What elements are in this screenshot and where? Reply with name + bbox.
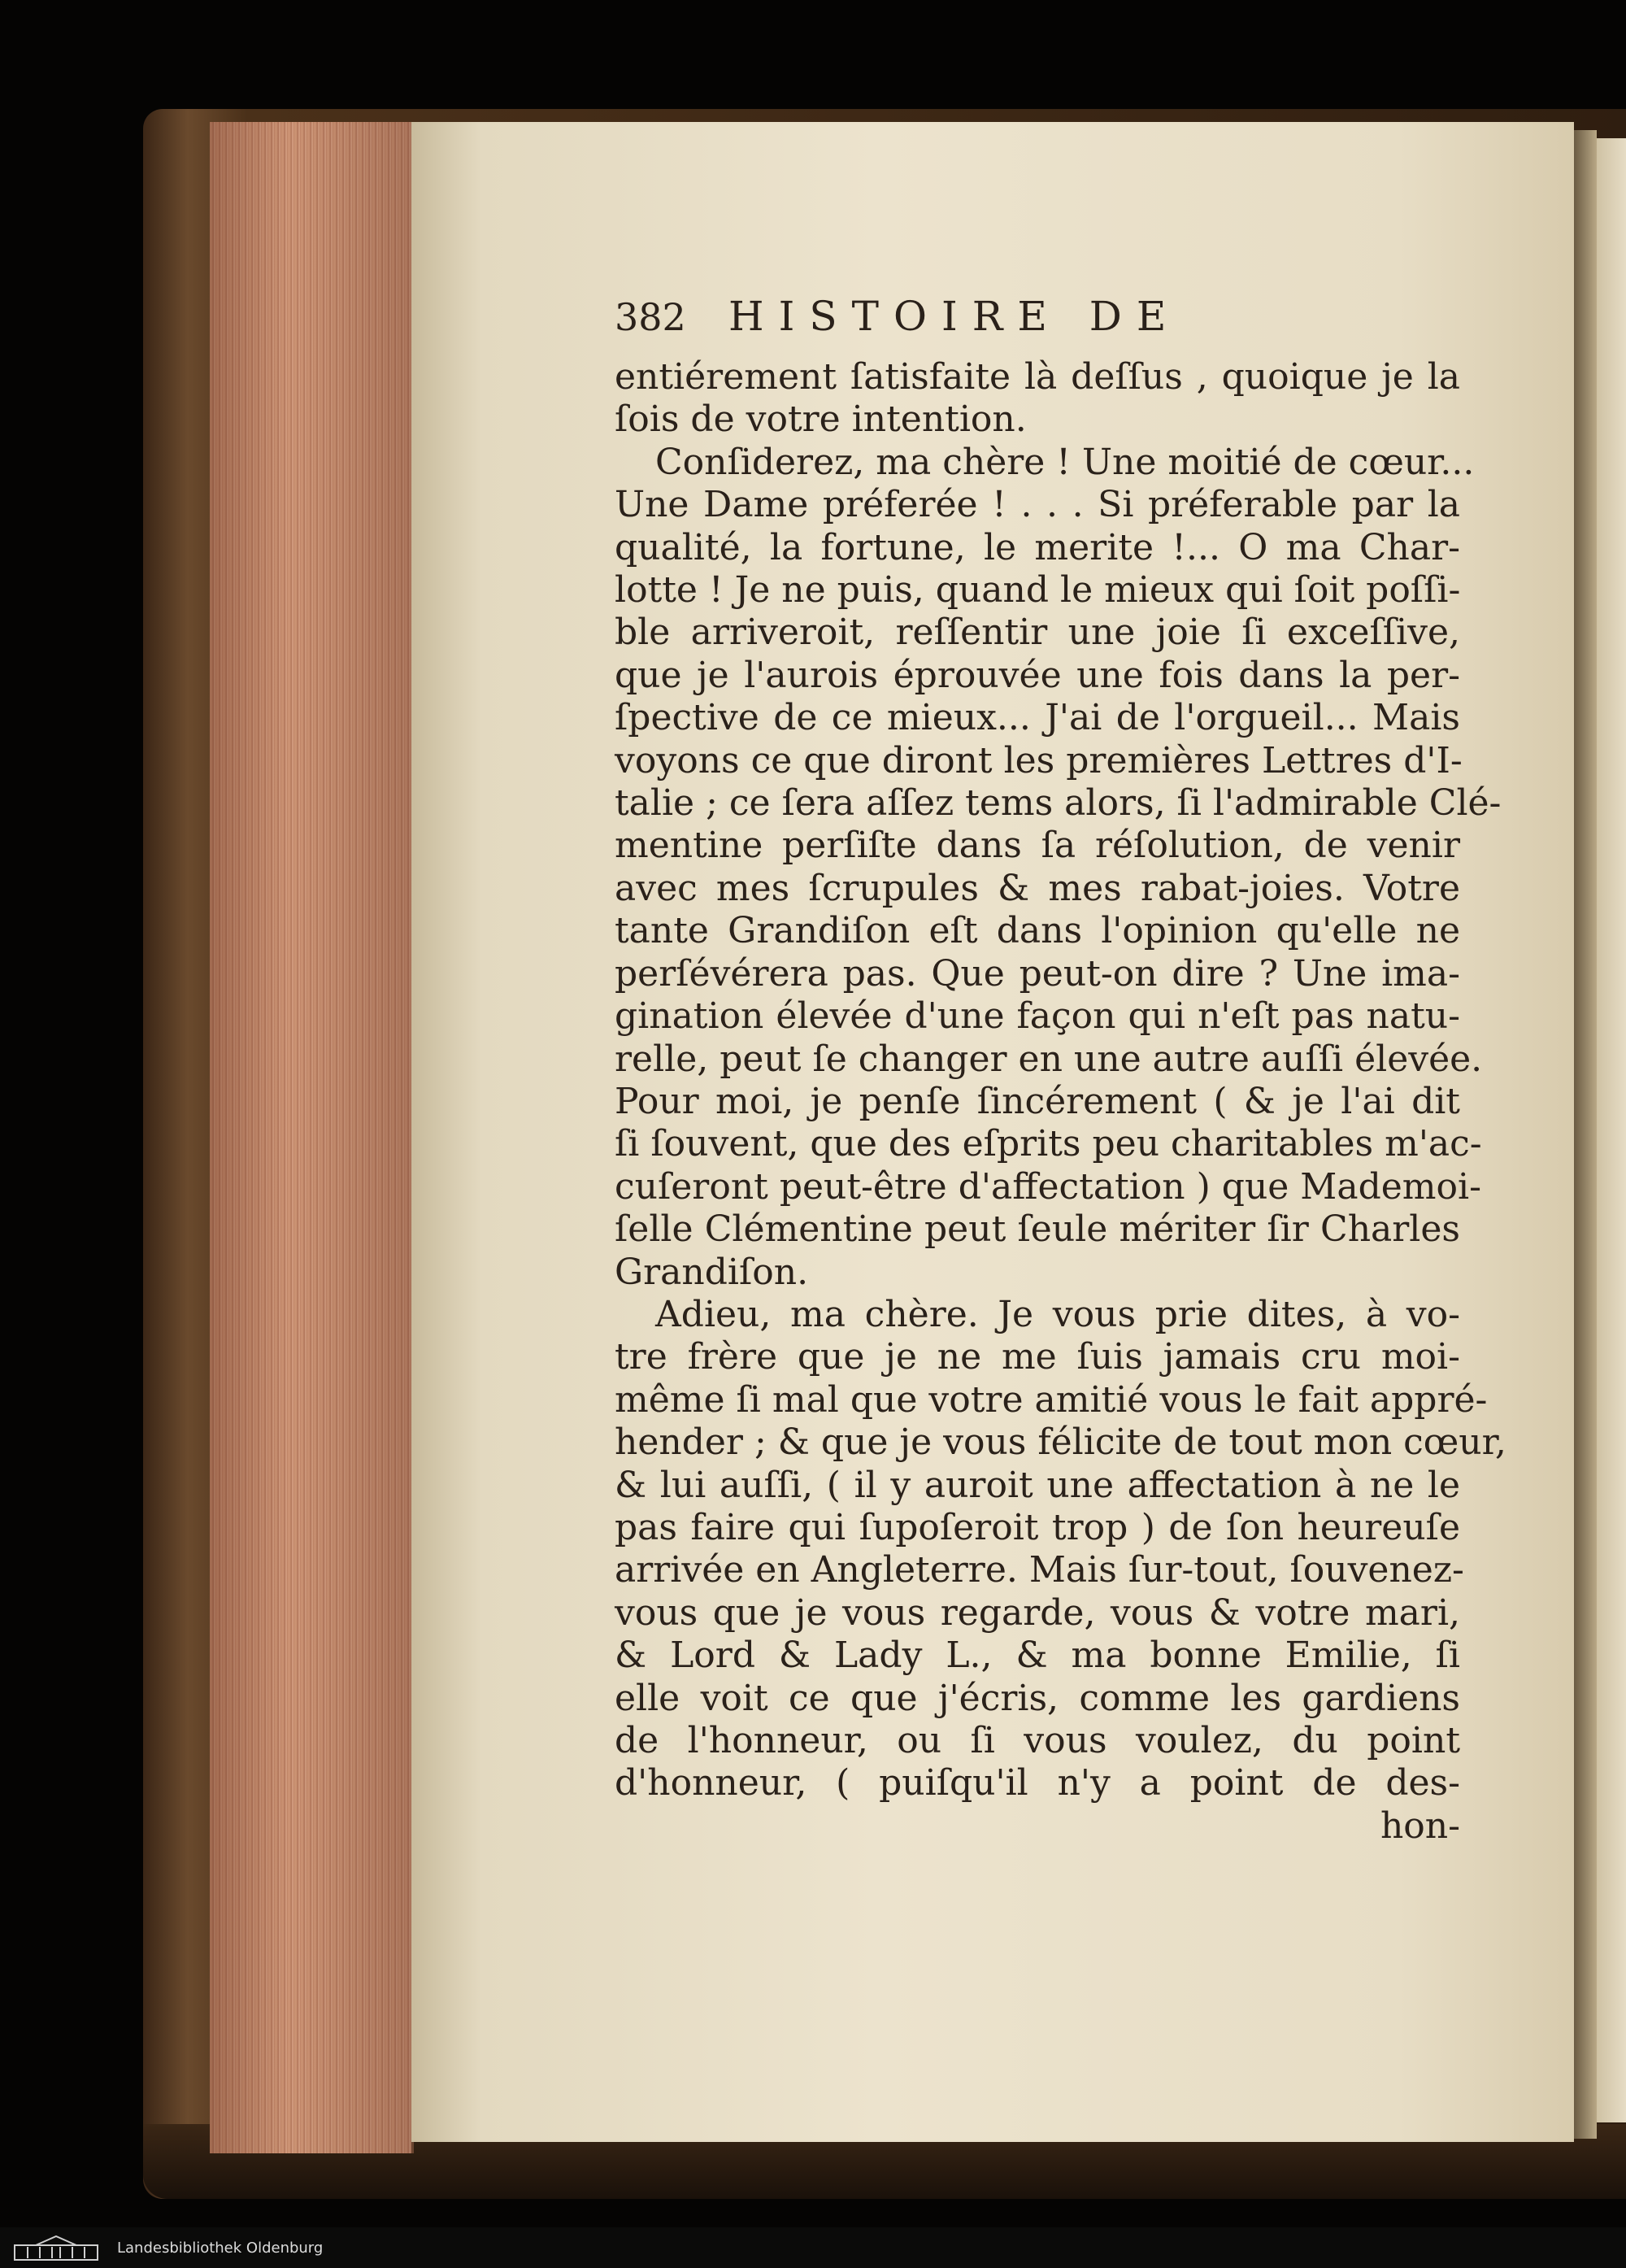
text-line: mentine perſiſte dans ſa réſolution, de venir bbox=[615, 825, 1460, 867]
text-line: gination élevée d'une façon qui n'eſt pas natu- bbox=[615, 995, 1460, 1038]
page-gutter bbox=[1574, 130, 1597, 2139]
text-line: & lui auſſi, ( il y auroit une affectation à ne le bbox=[615, 1464, 1460, 1506]
page-header bbox=[615, 293, 1460, 350]
text-line: cuſeront peut-être d'affectation ) que Mademoi- bbox=[615, 1165, 1481, 1208]
text-line: que je l'aurois éprouvée une fois dans la per- bbox=[615, 654, 1460, 696]
text-line: même ſi mal que votre amitié vous le fait appré- bbox=[615, 1378, 1488, 1421]
text-line: & Lord & Lady L., & ma bonne Emilie, ſi bbox=[615, 1635, 1460, 1677]
text-line: elle voit ce que j'écris, comme les gardiens bbox=[615, 1677, 1460, 1719]
library-name: Landesbibliothek Oldenburg bbox=[117, 2239, 324, 2257]
page-number: 382 bbox=[615, 295, 686, 339]
text-line: qualité, la fortune, le merite !... O ma Char- bbox=[615, 526, 1460, 568]
text-line: arrivée en Angleterre. Mais ſur-tout, ſouvenez- bbox=[615, 1549, 1464, 1591]
text-line: d'honneur, ( puiſqu'il n'y a point de des- bbox=[615, 1762, 1460, 1804]
text-line: ble arriveroit, reſſentir une joie ſi exceſſive, bbox=[615, 612, 1460, 654]
text-line: ſpective de ce mieux... J'ai de l'orgueil... Mais bbox=[615, 697, 1460, 739]
text-line: voyons ce que diront les premières Lettres d'I- bbox=[615, 739, 1463, 781]
text-line: avec mes ſcrupules & mes rabat-joies. Votre bbox=[615, 867, 1460, 909]
text-line: Conſiderez, ma chère ! Une moitié de cœur... bbox=[655, 441, 1475, 483]
text-line: de l'honneur, ou ſi vous voulez, du point bbox=[615, 1720, 1460, 1761]
text-line: perſévérera pas. Que peut-on dire ? Une ima- bbox=[615, 952, 1460, 995]
text-line: relle, peut ſe changer en une autre auſſi élevée. bbox=[615, 1038, 1483, 1080]
text-line: talie ; ce ſera aſſez tems alors, ſi l'admirable Clé- bbox=[615, 782, 1502, 825]
text-line: Une Dame préferée ! . . . Si préferable par la bbox=[615, 484, 1460, 526]
page-text bbox=[615, 293, 1506, 1848]
library-building-icon bbox=[11, 2234, 101, 2261]
page-edges bbox=[210, 122, 414, 2153]
text-line: Grandiſon. bbox=[615, 1251, 809, 1293]
text-line: Adieu, ma chère. Je vous prie dites, à vo- bbox=[655, 1293, 1460, 1335]
text-line: ſi ſouvent, que des eſprits peu charitables m'ac- bbox=[615, 1123, 1482, 1165]
text-lines bbox=[615, 356, 1506, 1848]
footer-bar bbox=[0, 2227, 1626, 2268]
text-line: tre frère que je ne me ſuis jamais cru moi- bbox=[615, 1336, 1460, 1378]
text-line: hender ; & que je vous félicite de tout mon cœur, bbox=[615, 1421, 1506, 1464]
running-head: HISTOIRE DE bbox=[728, 293, 1181, 340]
text-line: Pour moi, je penſe ſincérement ( & je l'ai dit bbox=[615, 1080, 1460, 1122]
text-line: ſois de votre intention. bbox=[615, 398, 1027, 441]
text-line: entiérement ſatisfaite là deſſus , quoique je la bbox=[615, 356, 1460, 398]
text-line: pas faire qui ſupoſeroit trop ) de ſon heureuſe bbox=[615, 1506, 1460, 1548]
text-line: vous que je vous regarde, vous & votre mari, bbox=[615, 1591, 1460, 1634]
text-line: tante Grandiſon eſt dans l'opinion qu'elle ne bbox=[615, 910, 1460, 952]
facing-page-edge bbox=[1597, 138, 1626, 2122]
text-line: hon- bbox=[1380, 1804, 1460, 1847]
text-line: ſelle Clémentine peut ſeule mériter ſir Charles bbox=[615, 1208, 1460, 1251]
text-line: lotte ! Je ne puis, quand le mieux qui ſoit poſſi- bbox=[615, 569, 1461, 612]
